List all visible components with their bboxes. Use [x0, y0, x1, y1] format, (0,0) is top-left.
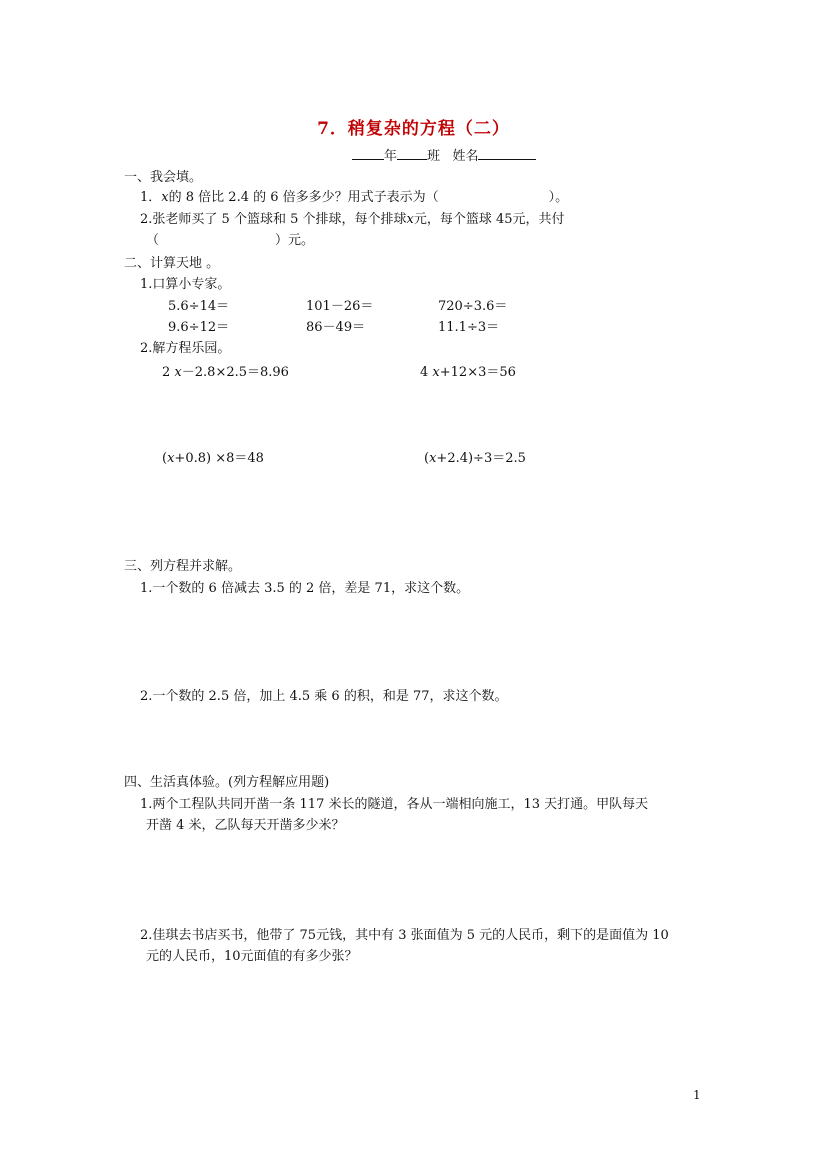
s3-question-2: 2.一个数的 2.5 倍，加上 4.5 乘 6 的积，和是 77，求这个数。: [140, 689, 508, 704]
eq2-rest: +12×3＝56: [439, 365, 516, 380]
oral-item-3: 720÷3.6＝: [438, 299, 508, 314]
oral-item-2: 101－26＝: [306, 299, 374, 314]
eq3-variable: x: [167, 451, 175, 466]
eq1-variable: x: [174, 365, 182, 380]
equation-2: [420, 365, 516, 381]
eq3-rest: +0.8) ×8＝48: [174, 451, 264, 466]
s1-question-1: [140, 190, 568, 206]
q1-text: 的 8 倍比 2.4 的 6 倍多多少？用式子表示为（: [168, 190, 439, 205]
eq1-coef: 2: [162, 365, 171, 380]
equation-heading: 2.解方程乐园。: [140, 341, 231, 356]
s4-question-2-line-1: 2.佳琪去书店买书，他带了 75元钱，其中有 3 张面值为 5 元的人民币，剩下的是面值为 10: [140, 928, 669, 943]
name-label: 姓名: [452, 149, 479, 164]
q2-variable: x: [406, 212, 414, 227]
equation-3: [162, 451, 264, 467]
eq3-open: (: [162, 451, 168, 466]
eq2-coef: 4: [420, 365, 429, 380]
s3-question-1: 1.一个数的 6 倍减去 3.5 的 2 倍，差是 71，求这个数。: [140, 581, 470, 596]
eq4-variable: x: [429, 451, 437, 466]
q1-close: ）。: [548, 190, 569, 205]
section-3-heading: 三、列方程并求解。: [124, 559, 242, 574]
q1-number: 1．: [140, 190, 162, 205]
page-number: 1: [693, 1088, 701, 1102]
eq2-variable: x: [432, 365, 440, 380]
eq4-open: (: [424, 451, 430, 466]
class-blank[interactable]: [397, 147, 427, 160]
class-label: 班: [427, 149, 441, 164]
q2-close: ）元。: [275, 233, 315, 248]
oral-item-6: 11.1÷3＝: [438, 320, 500, 335]
name-blank[interactable]: [478, 147, 536, 160]
eq4-rest: +2.4)÷3＝2.5: [436, 451, 526, 466]
equation-4: [424, 451, 526, 467]
s4-question-1-line-1: 1.两个工程队共同开凿一条 117 米长的隧道，各从一端相向施工，13 天打通。甲队每天: [140, 797, 649, 812]
equation-1: [162, 365, 289, 381]
q2-text-a: 2.张老师买了 5 个篮球和 5 个排球，每个排球: [140, 212, 407, 227]
s1-question-2: [140, 212, 565, 228]
grade-label: 年: [384, 149, 398, 164]
oral-item-4: 9.6÷12＝: [168, 320, 230, 335]
q2-text-b: 元，每个篮球 45元，共付: [413, 212, 565, 227]
oral-item-5: 86－49＝: [306, 320, 366, 335]
oral-calc-heading: 1.口算小专家。: [140, 277, 231, 292]
section-4-heading: 四、生活真体验。(列方程解应用题): [124, 775, 330, 790]
oral-item-1: 5.6÷14＝: [168, 299, 230, 314]
section-2-heading: 二、计算天地 。: [124, 256, 220, 271]
student-info-line: [352, 147, 536, 165]
section-1-heading: 一、我会填。: [124, 170, 203, 185]
grade-blank[interactable]: [352, 147, 384, 160]
worksheet-title: 7．稍复杂的方程（二）: [317, 119, 510, 139]
eq1-rest: －2.8×2.5＝8.96: [181, 365, 289, 380]
q1-variable: x: [161, 190, 169, 205]
q2-open: （: [146, 233, 160, 248]
s1-question-2-answer: [146, 233, 314, 249]
s4-question-2-line-2: 元的人民币，10元面值的有多少张？: [146, 949, 358, 964]
s4-question-1-line-2: 开凿 4 米，乙队每天开凿多少米？: [146, 818, 345, 833]
